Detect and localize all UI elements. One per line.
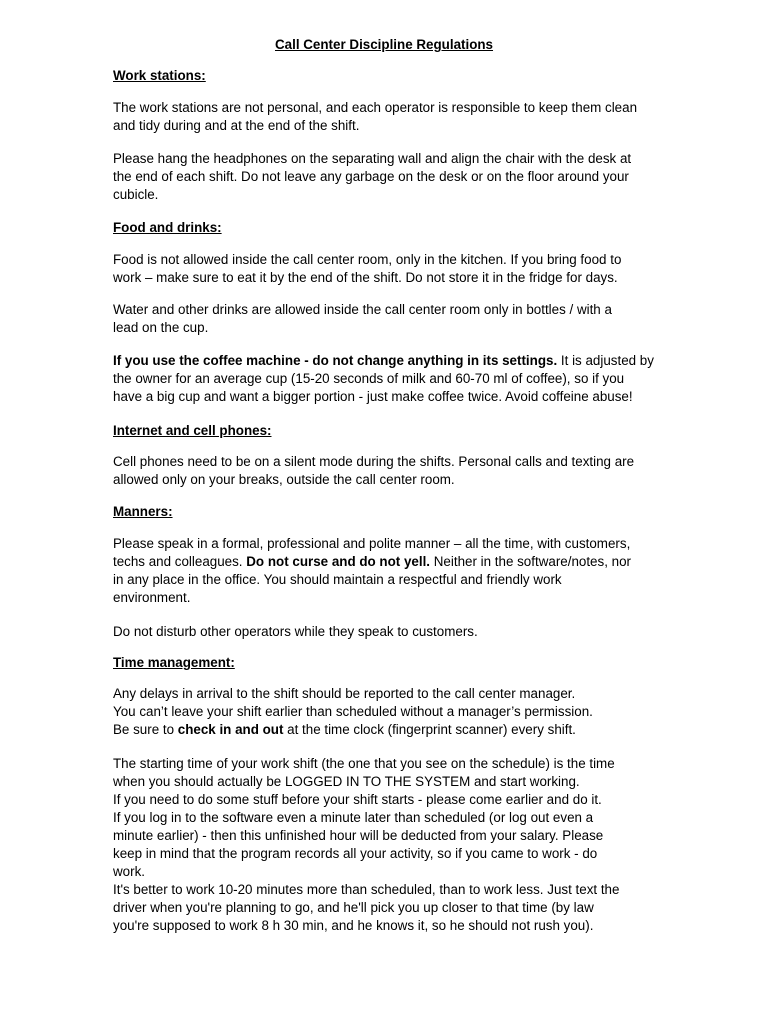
text-line: minute earlier) - then this unfinished hour will be deducted from your salary. Please (113, 828, 604, 843)
text-line: cubicle. (113, 187, 159, 202)
text-line: Any delays in arrival to the shift should be reported to the call center manager. (113, 686, 576, 701)
bold-text: If you use the coffee machine - do not change anything in its settings. (113, 353, 558, 368)
section-heading-work-stations: Work stations: (113, 68, 206, 83)
text-line: in any place in the office. You should maintain a respectful and friendly work (113, 572, 562, 587)
paragraph-time-management-2 (113, 755, 658, 935)
text-line: allowed only on your breaks, outside the call center room. (113, 472, 455, 487)
bold-text: Do not curse and do not yell. (246, 554, 431, 569)
text-line: the owner for an average cup (15-20 seconds of milk and 60-70 ml of coffee), so if you (113, 371, 625, 386)
text-line: It's better to work 10-20 minutes more than scheduled, than to work less. Just text the (113, 882, 620, 897)
section-heading-manners: Manners: (113, 504, 173, 519)
text-line: Water and other drinks are allowed inside the call center room only in bottles / with a (113, 302, 612, 317)
text-line: If you log in to the software even a minute later than scheduled (or log out even a (113, 810, 594, 825)
text-line: driver when you're planning to go, and he'll pick you up closer to that time (by law (113, 900, 594, 915)
text-line: the end of each shift. Do not leave any garbage on the desk or on the floor around your (113, 169, 629, 184)
text-line (113, 553, 658, 571)
text-line: environment. (113, 590, 191, 605)
paragraph-cell-phones (113, 453, 658, 489)
text-fragment: techs and colleagues. (113, 554, 247, 569)
paragraph-manners-2: Do not disturb other operators while they speak to customers. (113, 624, 478, 639)
paragraph-manners-1 (113, 535, 658, 607)
text-line: lead on the cup. (113, 320, 209, 335)
text-line: The work stations are not personal, and each operator is responsible to keep them clean (113, 100, 638, 115)
document-title: Call Center Discipline Regulations (274, 37, 494, 52)
bold-text: check in and out (177, 722, 284, 737)
text-fragment: It is adjusted by (557, 353, 654, 368)
text-line: You can’t leave your shift earlier than scheduled without a manager’s permission. (113, 704, 593, 719)
text-line (113, 352, 658, 370)
section-heading-food-and-drinks: Food and drinks: (113, 220, 222, 235)
text-line: Please speak in a formal, professional and polite manner – all the time, with customers, (113, 536, 631, 551)
text-line: The starting time of your work shift (the one that you see on the schedule) is the time (113, 756, 615, 771)
text-line (113, 721, 658, 739)
text-fragment: Be sure to (113, 722, 178, 737)
text-fragment: at the time clock (fingerprint scanner) every shift. (283, 722, 576, 737)
section-heading-internet-and-cell-phones: Internet and cell phones: (113, 423, 272, 438)
section-heading-time-management: Time management: (113, 655, 235, 670)
text-line: when you should actually be LOGGED IN TO THE SYSTEM and start working. (113, 774, 580, 789)
text-line: keep in mind that the program records all your activity, so if you came to work - do (113, 846, 598, 861)
text-line: Please hang the headphones on the separating wall and align the chair with the desk at (113, 151, 632, 166)
text-line: work – make sure to eat it by the end of the shift. Do not store it in the fridge for days. (113, 270, 618, 285)
paragraph-food-2 (113, 301, 658, 337)
text-line: If you need to do some stuff before your shift starts - please come earlier and do it. (113, 792, 602, 807)
text-line: Cell phones need to be on a silent mode during the shifts. Personal calls and texting are (113, 454, 635, 469)
paragraph-work-stations-2 (113, 150, 658, 204)
paragraph-coffee-machine (113, 352, 658, 406)
paragraph-work-stations-1 (113, 99, 658, 135)
text-line: and tidy during and at the end of the shift. (113, 118, 360, 133)
text-line: you're supposed to work 8 h 30 min, and he knows it, so he should not rush you). (113, 918, 594, 933)
text-fragment: Neither in the software/notes, nor (430, 554, 631, 569)
text-line: have a big cup and want a bigger portion - just make coffee twice. Avoid coffeine abuse! (113, 389, 633, 404)
text-line: Food is not allowed inside the call center room, only in the kitchen. If you bring food to (113, 252, 622, 267)
paragraph-time-management-1 (113, 685, 658, 739)
text-line: work. (113, 864, 145, 879)
paragraph-food-1 (113, 251, 658, 287)
